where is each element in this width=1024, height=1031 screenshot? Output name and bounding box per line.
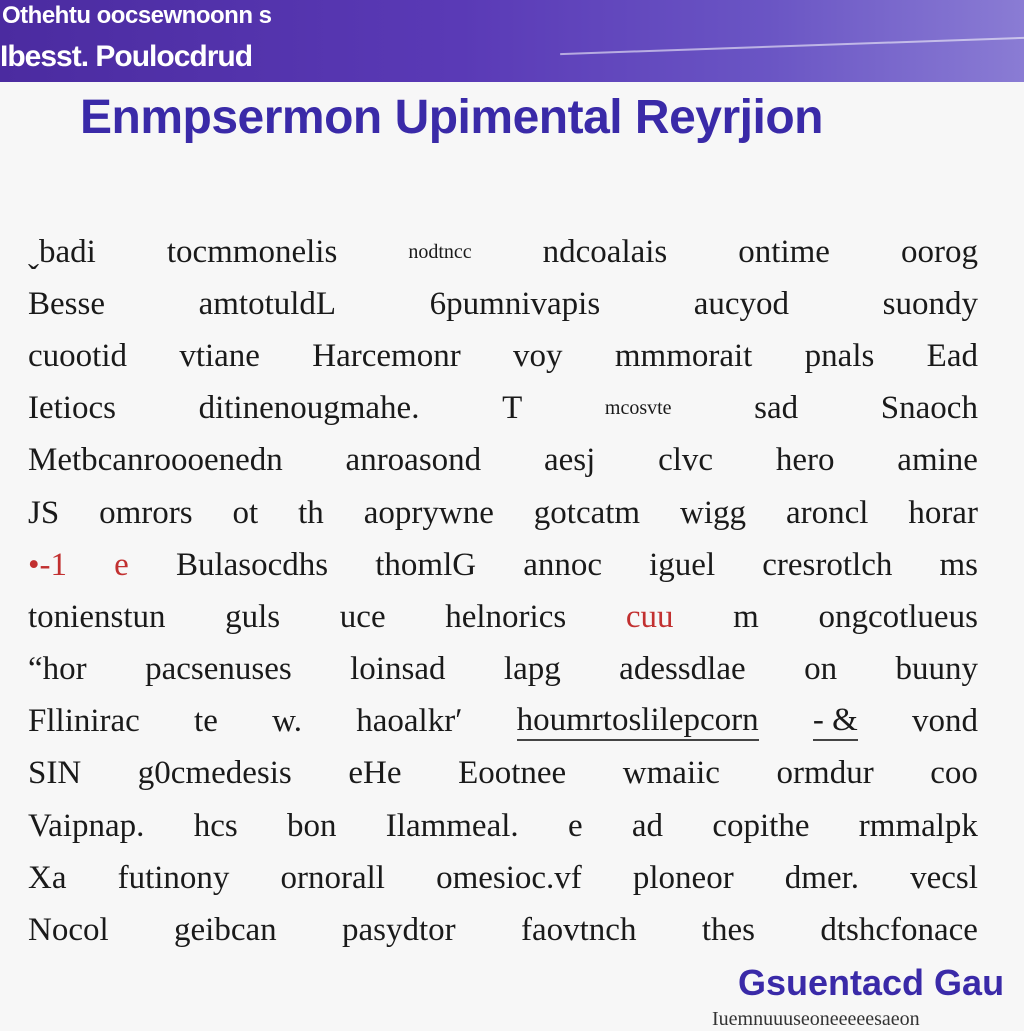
paragraph-word: futinony (117, 859, 230, 896)
paragraph-word: ploneor (632, 859, 734, 896)
paragraph-word: pacsenuses (145, 651, 292, 688)
paragraph-word: loinsad (350, 651, 446, 688)
paragraph-word: Ead (926, 337, 978, 374)
paragraph-word: annoc (523, 546, 603, 583)
paragraph-word: tonienstun (28, 598, 166, 635)
paragraph-word: adessdlae (619, 651, 746, 688)
paragraph-word: m (733, 598, 759, 635)
paragraph-word: mcosvte (604, 397, 672, 420)
paragraph-word: vecsl (910, 859, 978, 896)
paragraph-word: Fllinirac (28, 703, 140, 740)
paragraph-word: houmrtoslilepcorn (517, 702, 759, 741)
paragraph-word: aroncl (785, 494, 869, 531)
paragraph-word: amine (897, 442, 978, 479)
paragraph-word: vond (911, 703, 978, 740)
paragraph-word: horar (908, 494, 978, 531)
paragraph-word: Eootnee (458, 755, 567, 792)
paragraph-word: ndcoalais (542, 233, 668, 270)
footer-subtext: Iuemnuuuseoneeeeesaeon (712, 1008, 920, 1030)
paragraph-word: ditinenougmahe. (198, 390, 420, 427)
paragraph-word: thes (701, 912, 755, 949)
text-line (28, 748, 978, 800)
paragraph-word: coo (930, 755, 978, 792)
header-banner (0, 0, 1024, 82)
paragraph-word: g0cmedesis (137, 755, 292, 792)
paragraph-word: oorog (900, 233, 978, 270)
paragraph-word: dmer. (784, 859, 860, 896)
paragraph-word: T (502, 390, 523, 427)
text-line (28, 330, 978, 382)
paragraph-word: guls (225, 598, 281, 635)
body-paragraph (28, 226, 978, 957)
paragraph-word: lapg (503, 651, 561, 688)
paragraph-word: - & (813, 702, 858, 741)
text-line (28, 644, 978, 696)
paragraph-word: ornorall (280, 859, 385, 896)
paragraph-word: ongcotlueus (818, 598, 978, 635)
paragraph-word: on (804, 651, 838, 688)
paragraph-word: pasydtor (341, 912, 456, 949)
paragraph-word: uce (339, 598, 386, 635)
text-line (28, 278, 978, 330)
paragraph-word: copithe (712, 807, 810, 844)
paragraph-word: amtotuldL (198, 285, 337, 322)
paragraph-word: w. (272, 703, 303, 740)
paragraph-word: •-1 (28, 546, 68, 583)
paragraph-word: hcs (193, 807, 238, 844)
paragraph-word: Nocol (28, 912, 109, 949)
paragraph-word: sad (754, 390, 799, 427)
paragraph-word: 6pumnivapis (429, 285, 601, 322)
text-line (28, 591, 978, 643)
banner-line-2: Ibesst. Poulocdrud (0, 40, 253, 73)
paragraph-word: buuny (895, 651, 978, 688)
text-line (28, 435, 978, 487)
paragraph-word: e (567, 807, 583, 844)
banner-line-1: Othehtu oocsewnoonn s (2, 2, 272, 29)
paragraph-word: Besse (28, 285, 105, 322)
paragraph-word: cresrotlch (762, 546, 893, 583)
paragraph-word: hero (775, 442, 835, 479)
paragraph-word: wmaiic (622, 755, 720, 792)
paragraph-word: pnals (804, 337, 875, 374)
paragraph-word: mmmorait (614, 337, 753, 374)
paragraph-word: Metbcanroooenedn (28, 442, 283, 479)
paragraph-word: Harcemonr (312, 337, 461, 374)
paragraph-word: nodtncc (408, 240, 472, 263)
paragraph-word: bon (286, 807, 337, 844)
text-line (28, 904, 978, 956)
paragraph-word: ad (631, 807, 664, 844)
text-line (28, 696, 978, 748)
paragraph-word: clvc (658, 442, 714, 479)
paragraph-word: Ietiocs (28, 390, 116, 427)
paragraph-word: th (298, 494, 324, 531)
paragraph-word: eHe (348, 755, 402, 792)
paragraph-word: omesioc.vf (436, 859, 582, 896)
paragraph-word: Vaipnap. (28, 807, 145, 844)
paragraph-word: aoprywne (363, 494, 494, 531)
paragraph-word: Xa (28, 859, 67, 896)
paragraph-word: faovtnch (521, 912, 637, 949)
paragraph-word: dtshcfonace (820, 912, 978, 949)
paragraph-word: Snaoch (880, 390, 978, 427)
paragraph-word: aucyod (693, 285, 790, 322)
paragraph-word: SIN (28, 755, 82, 792)
paragraph-word: ot (232, 494, 259, 531)
paragraph-word: Bulasocdhs (175, 546, 329, 583)
text-line (28, 539, 978, 591)
paragraph-word: wigg (680, 494, 747, 531)
document-title: Enmpsermon Upimental Reyrjion (80, 91, 823, 144)
paragraph-word: e (114, 546, 129, 583)
paragraph-word: te (194, 703, 218, 740)
paragraph-word: thomlG (375, 546, 477, 583)
paragraph-word: rmmalpk (858, 807, 978, 844)
paragraph-word: helnorics (445, 598, 567, 635)
paragraph-word: haoalkrʹ (356, 703, 463, 740)
paragraph-word: ormdur (776, 755, 874, 792)
paragraph-word: ontime (738, 233, 830, 270)
paragraph-word: geibcan (174, 912, 277, 949)
paragraph-word: aesj (543, 442, 596, 479)
text-line (28, 487, 978, 539)
paragraph-word: JS (28, 494, 60, 531)
paragraph-word: ˬbadi (28, 233, 96, 270)
paragraph-word: gotcatm (533, 494, 641, 531)
footer-brand: Gsuentacd Gau (738, 962, 1005, 1003)
paragraph-word: ms (939, 546, 978, 583)
paragraph-word: cuu (625, 598, 674, 635)
text-line (28, 852, 978, 904)
paragraph-word: vtiane (179, 337, 260, 374)
paragraph-word: “hor (28, 651, 87, 688)
paragraph-word: voy (513, 337, 563, 374)
paragraph-word: omrors (99, 494, 193, 531)
paragraph-word: Ilammeal. (385, 807, 519, 844)
text-line (28, 226, 978, 278)
text-line (28, 800, 978, 852)
banner-swoosh (560, 35, 1024, 55)
paragraph-word: anroasond (345, 442, 482, 479)
paragraph-word: tocmmonelis (166, 233, 338, 270)
paragraph-word: cuootid (28, 337, 127, 374)
paragraph-word: suondy (882, 285, 978, 322)
text-line (28, 383, 978, 435)
paragraph-word: iguel (649, 546, 716, 583)
